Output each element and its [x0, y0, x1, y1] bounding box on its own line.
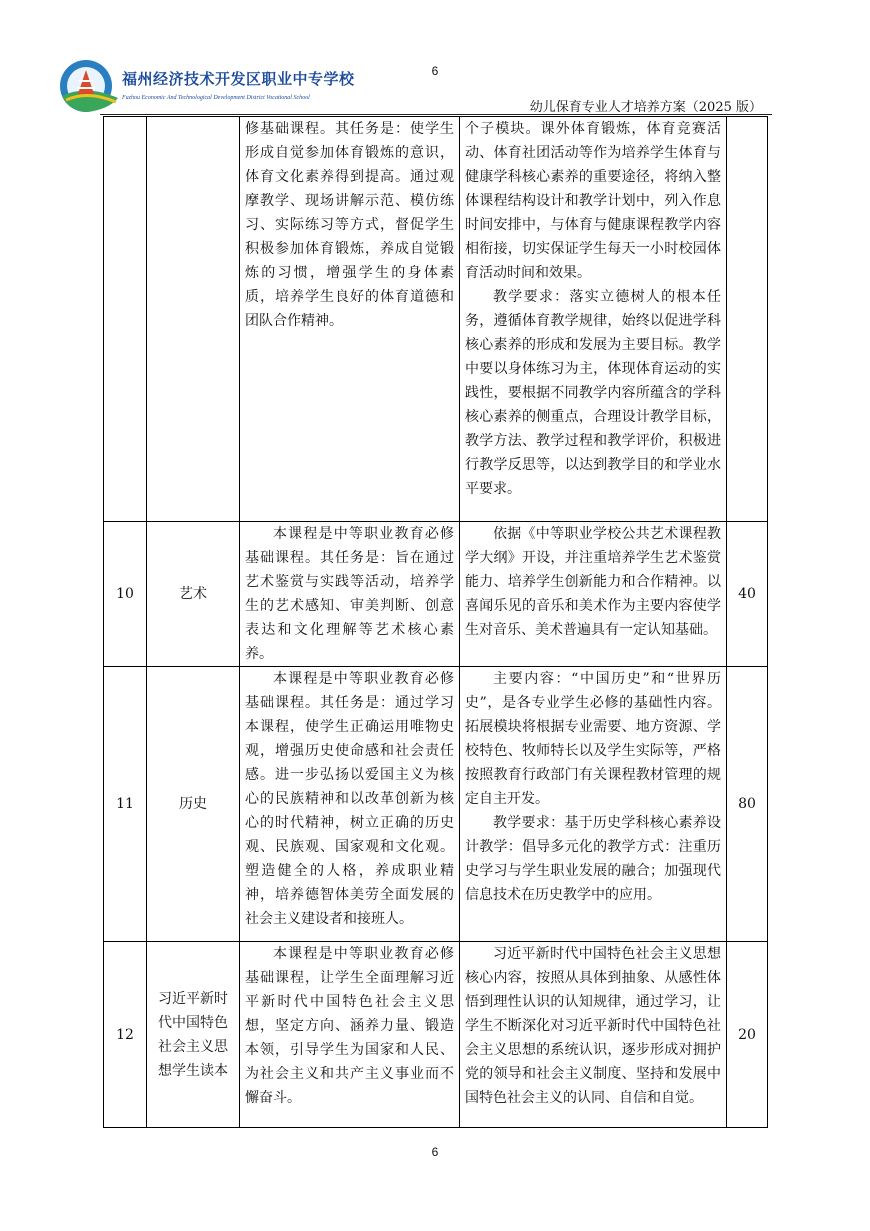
course-name: 艺术: [147, 522, 240, 667]
course-objective: [240, 117, 460, 522]
course-objective: [240, 522, 460, 667]
row-number: 10: [104, 522, 147, 667]
course-objective: [240, 942, 460, 1128]
course-objective: [240, 667, 460, 942]
content-text: 教学要求：落实立德树人的根本任务，遵循体育教学规律，始终以促进学科核心素养的形成和发展为主要目标。教学中要以身体练习为主，体现体育运动的实践性，要根据不同教学内容所蕴含的学科核心素养的侧重点，合理设计教学目标，教学方法、教学过程和教学评价，积极进行教学反思等，以达到教学目的和学业水平要求。: [465, 289, 721, 497]
course-hours: 40: [727, 522, 768, 667]
content-text: 主要内容：“中国历史”和“世界历史”，是各专业学生必修的基础性内容。拓展模块将根据专业需要、地方资源、学校特色、牧师特长以及学生实际等，严格按照教育行政部门有关课程教材管理的规定自主开发。: [465, 671, 721, 807]
course-hours: [727, 117, 768, 522]
school-logo-icon: [58, 58, 120, 114]
objective-text: 本课程是中等职业教育必修基础课程，让学生全面理解习近平新时代中国特色社会主义思想，坚定方向、涵养力量、锻造本领，引导学生为国家和人民、为社会主义和共产主义事业而不懈奋斗。: [245, 946, 454, 1106]
objective-text: 本课程是中等职业教育必修基础课程。其任务是：通过学习本课程，使学生正确运用唯物史观，增强历史使命感和社会责任感。进一步弘扬以爱国主义为核心的民族精神和以改革创新为核心的时代精神，树立正确的历史观、民族观、国家观和文化观。塑造健全的人格，养成职业精神，培养德智体美劳全面发展的社会主义建设者和接班人。: [245, 671, 454, 927]
page-number-bottom: 6: [431, 1145, 439, 1159]
page-number-top: 6: [431, 64, 439, 78]
objective-text: 修基础课程。其任务是：使学生形成自觉参加体育锻炼的意识，体育文化素养得到提高。通过观摩教学、现场讲解示范、模仿练习、实际练习等方式，督促学生积极参加体育锻炼，养成自觉锻炼的习惯，增强学生的身体素质，培养学生良好的体育道德和团队合作精神。: [245, 121, 454, 329]
course-content: [460, 522, 727, 667]
content-text: 个子模块。课外体育锻炼，体育竞赛活动、体育社团活动等作为培养学生体育与健康学科核心素养的重要途径，将纳入整体课程结构设计和教学计划中，列入作息时间安排中，与体育与健康课程教学内容相衔接，切实保证学生每天一小时校园体育活动时间和效果。: [465, 121, 721, 281]
course-hours: 20: [727, 942, 768, 1128]
course-table: [103, 116, 768, 1128]
table-row: [104, 667, 768, 942]
document-title: 幼儿保育专业人才培养方案（2025 版）: [529, 100, 762, 115]
objective-text: 本课程是中等职业教育必修基础课程。其任务是：旨在通过艺术鉴赏与实践等活动，培养学生的艺术感知、审美判断、创意表达和文化理解等艺术核心素养。: [245, 526, 454, 662]
content-text: 习近平新时代中国特色社会主义思想核心内容，按照从具体到抽象、从感性体悟到理性认识的认知规律，通过学习，让学生不断深化对习近平新时代中国特色社会主义思想的系统认识，逐步形成对拥护党的领导和社会主义制度、坚持和发展中国特色社会主义的认同、自信和自觉。: [465, 946, 721, 1106]
course-name: [147, 117, 240, 522]
header-rule: [100, 114, 772, 115]
course-content: [460, 117, 727, 522]
course-name: 习近平新时代中国特色社会主义思想学生读本: [147, 942, 240, 1128]
school-name-en: Fuzhou Economic And Technological Development District Vocational School: [122, 95, 310, 101]
row-number: 12: [104, 942, 147, 1128]
table-row: [104, 942, 768, 1128]
row-number: 11: [104, 667, 147, 942]
course-content: [460, 942, 727, 1128]
course-hours: 80: [727, 667, 768, 942]
table-row: [104, 522, 768, 667]
content-text: 教学要求：基于历史学科核心素养设计教学：倡导多元化的教学方式：注重历史学习与学生职业发展的融合；加强现代信息技术在历史教学中的应用。: [465, 815, 721, 903]
course-name: 历史: [147, 667, 240, 942]
content-text: 依据《中等职业学校公共艺术课程教学大纲》开设，并注重培养学生艺术鉴赏能力、培养学生创新能力和合作精神。以喜闻乐见的音乐和美术作为主要内容使学生对音乐、美术普遍具有一定认知基础。: [465, 526, 721, 638]
course-content: [460, 667, 727, 942]
row-number: [104, 117, 147, 522]
table-row: [104, 117, 768, 522]
school-name-cn: 福州经济技术开发区职业中专学校: [122, 70, 355, 88]
